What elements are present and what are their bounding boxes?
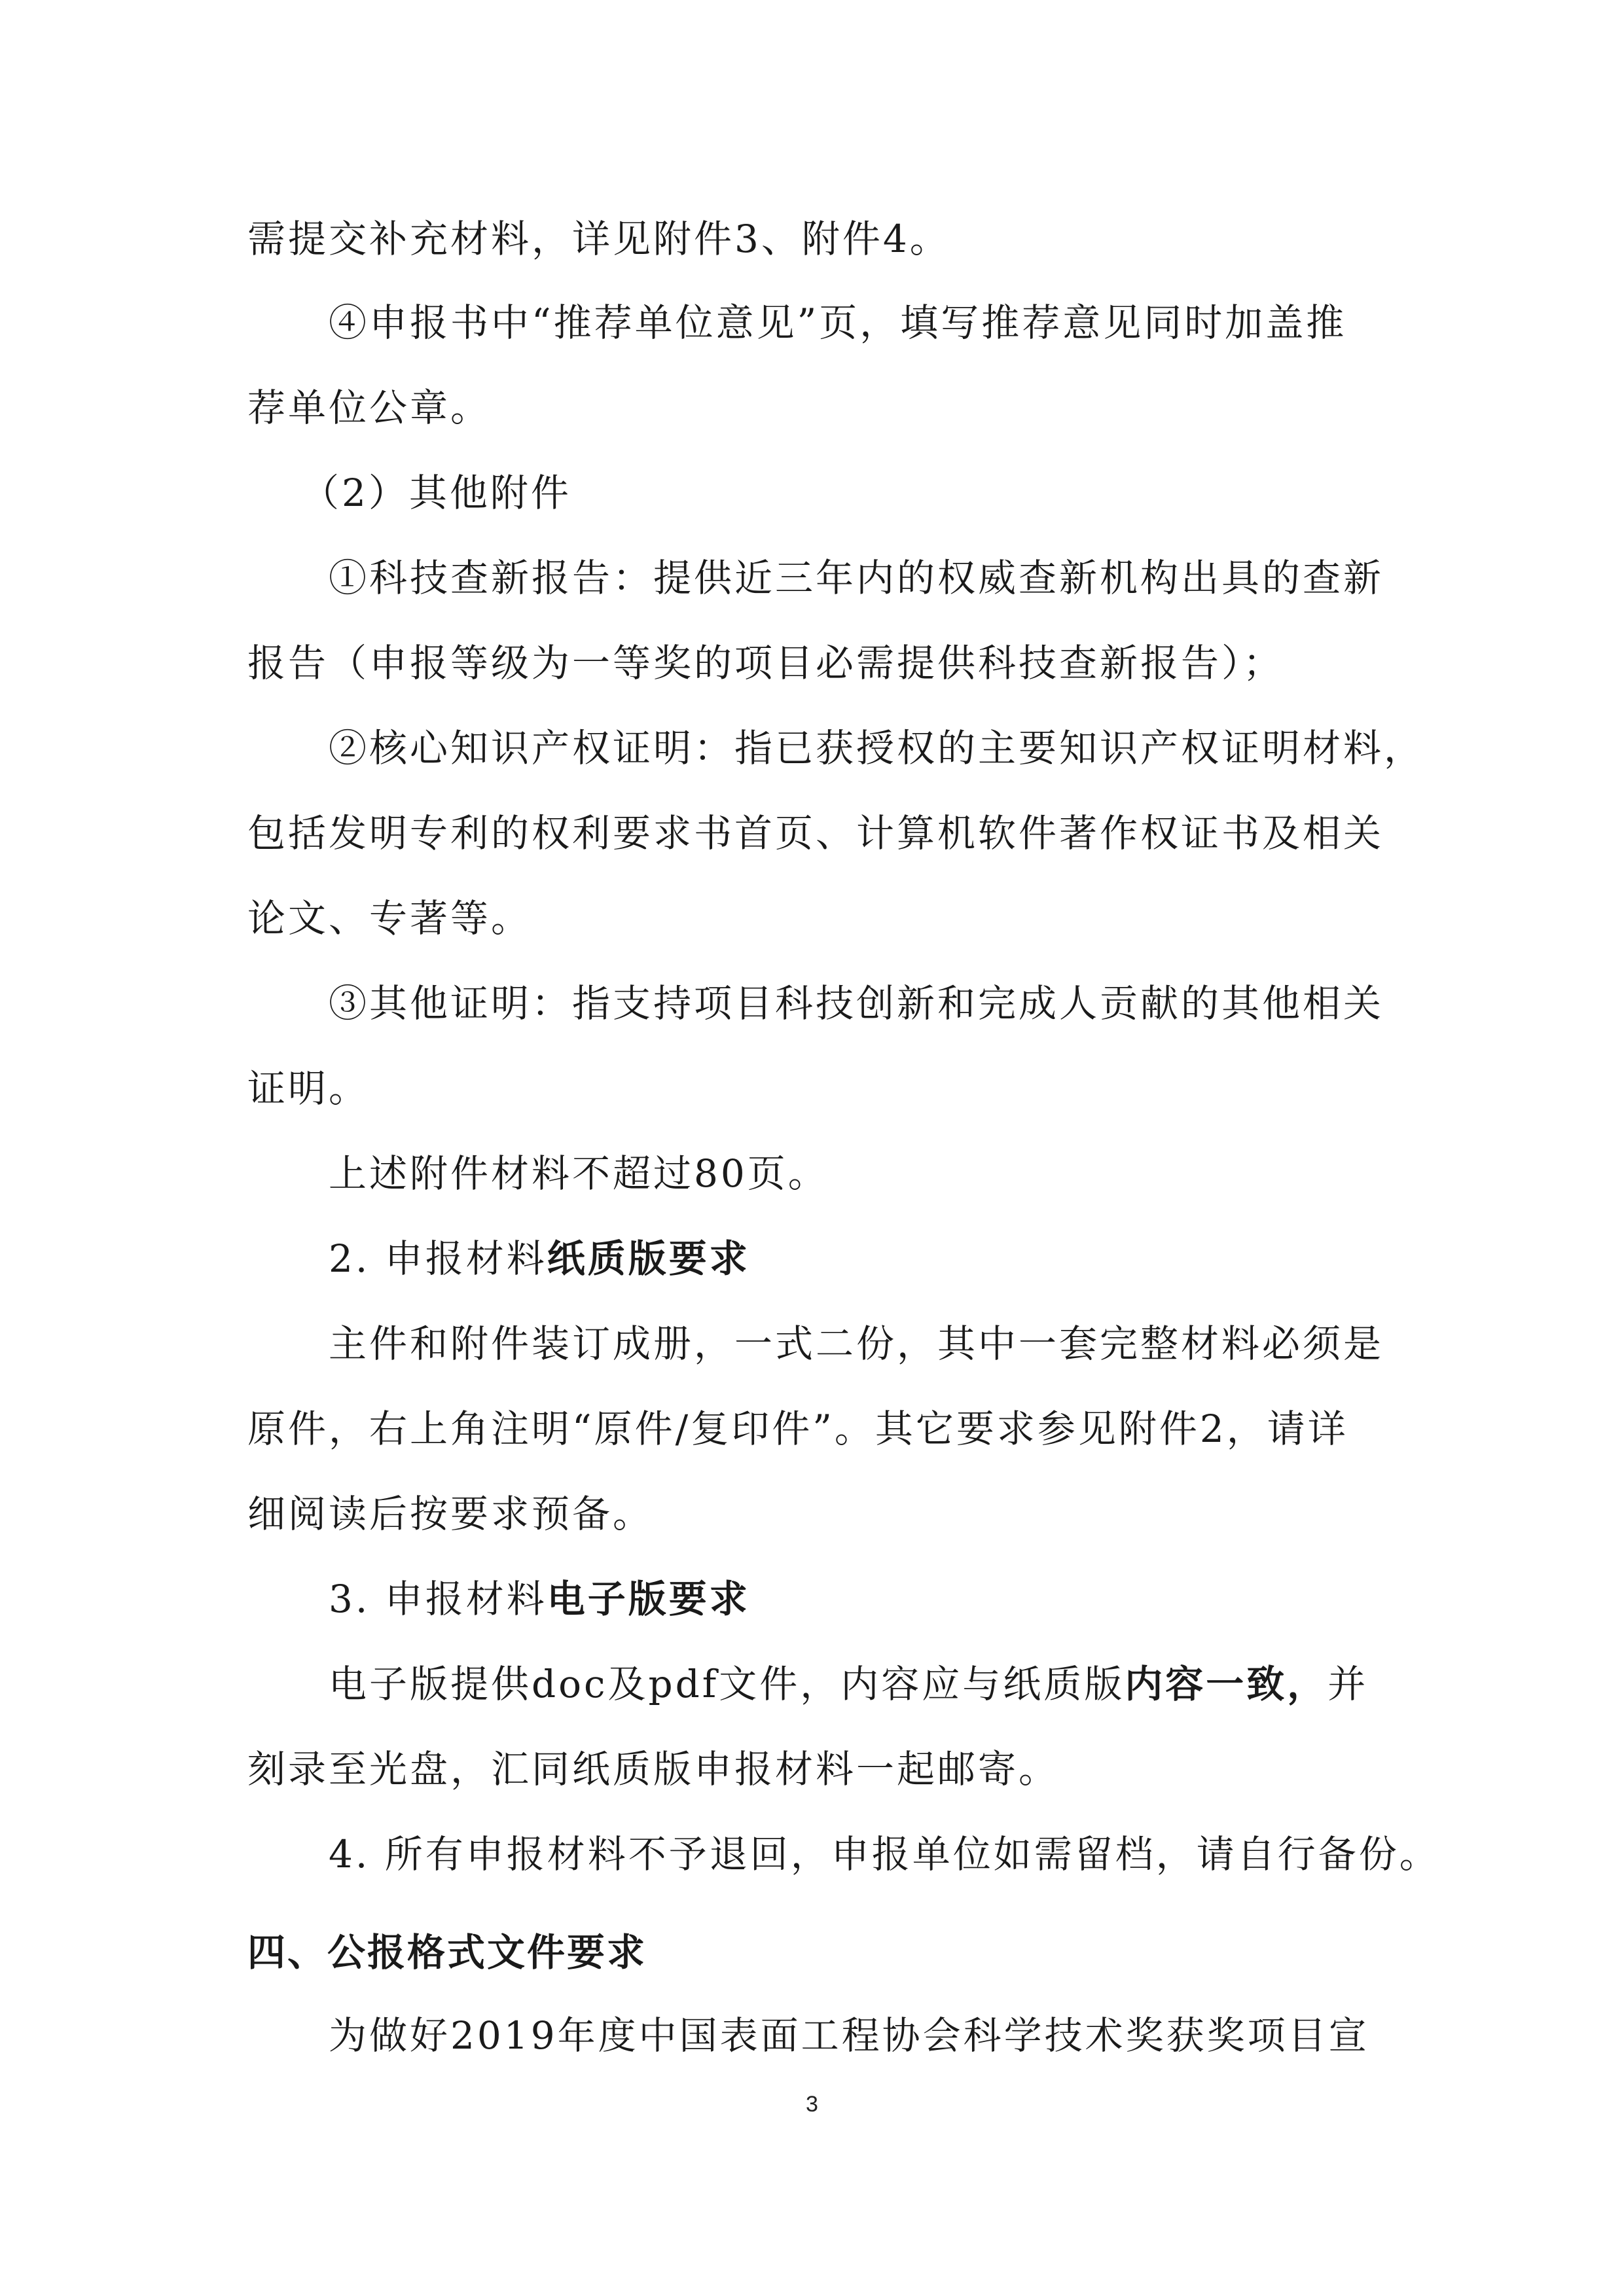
item-bold-text: 纸质版要求 <box>547 1236 750 1281</box>
paragraph-line: 报告（申报等级为一等奖的项目必需提供科技查新报告）； <box>247 641 1284 685</box>
paragraph-line: 论文、专著等。 <box>247 896 532 941</box>
paragraph-line: 为做好2019年度中国表面工程协会科学技术奖获奖项目宣 <box>329 2013 1369 2058</box>
line-text-tail: 并 <box>1327 1662 1369 1706</box>
paragraph-line: 主件和附件装订成册，一式二份，其中一套完整材料必须是 <box>329 1321 1384 1366</box>
paragraph-line <box>329 1661 1402 1707</box>
paragraph-line: ②核心知识产权证明：指已获授权的主要知识产权证明材料， <box>329 726 1425 770</box>
paragraph-line: 细阅读后按要求预备。 <box>247 1492 654 1536</box>
paragraph-line: 证明。 <box>247 1066 370 1111</box>
section-heading: 四、公报格式文件要求 <box>247 1930 647 1975</box>
paragraph-line: 需提交补充材料，详见附件3、附件4。 <box>247 217 950 261</box>
line-text: 电子版提供doc及pdf文件，内容应与纸质版 <box>329 1662 1125 1706</box>
paragraph-line: 荐单位公章。 <box>247 386 492 430</box>
paragraph-line: ①科技查新报告：提供近三年内的权威查新机构出具的查新 <box>329 556 1384 600</box>
paragraph-line: 刻录至光盘，汇同纸质版申报材料一起邮寄。 <box>247 1747 1060 1791</box>
numbered-item: 4. 所有申报材料不予退回，申报单位如需留档，请自行备份。 <box>329 1832 1440 1876</box>
numbered-item <box>329 1576 1402 1622</box>
paragraph-line: ④申报书中“推荐单位意见”页，填写推荐意见同时加盖推 <box>329 300 1347 345</box>
paragraph-line: 原件，右上角注明“原件/复印件”。其它要求参见附件2，请详 <box>247 1407 1348 1451</box>
page-number: 3 <box>806 2092 818 2117</box>
line-bold-text: 内容一致， <box>1125 1662 1328 1706</box>
item-text: 3. 申报材料 <box>329 1577 547 1621</box>
item-bold-text: 电子版要求 <box>547 1577 750 1621</box>
paragraph-line: 上述附件材料不超过80页。 <box>329 1151 829 1196</box>
paragraph-line: 包括发明专利的权利要求书首页、计算机软件著作权证书及相关 <box>247 811 1384 855</box>
section-subheading: （2）其他附件 <box>301 471 571 515</box>
paragraph-line: ③其他证明：指支持项目科技创新和完成人贡献的其他相关 <box>329 981 1384 1026</box>
numbered-item <box>329 1236 1402 1282</box>
item-text: 2. 申报材料 <box>329 1236 547 1281</box>
